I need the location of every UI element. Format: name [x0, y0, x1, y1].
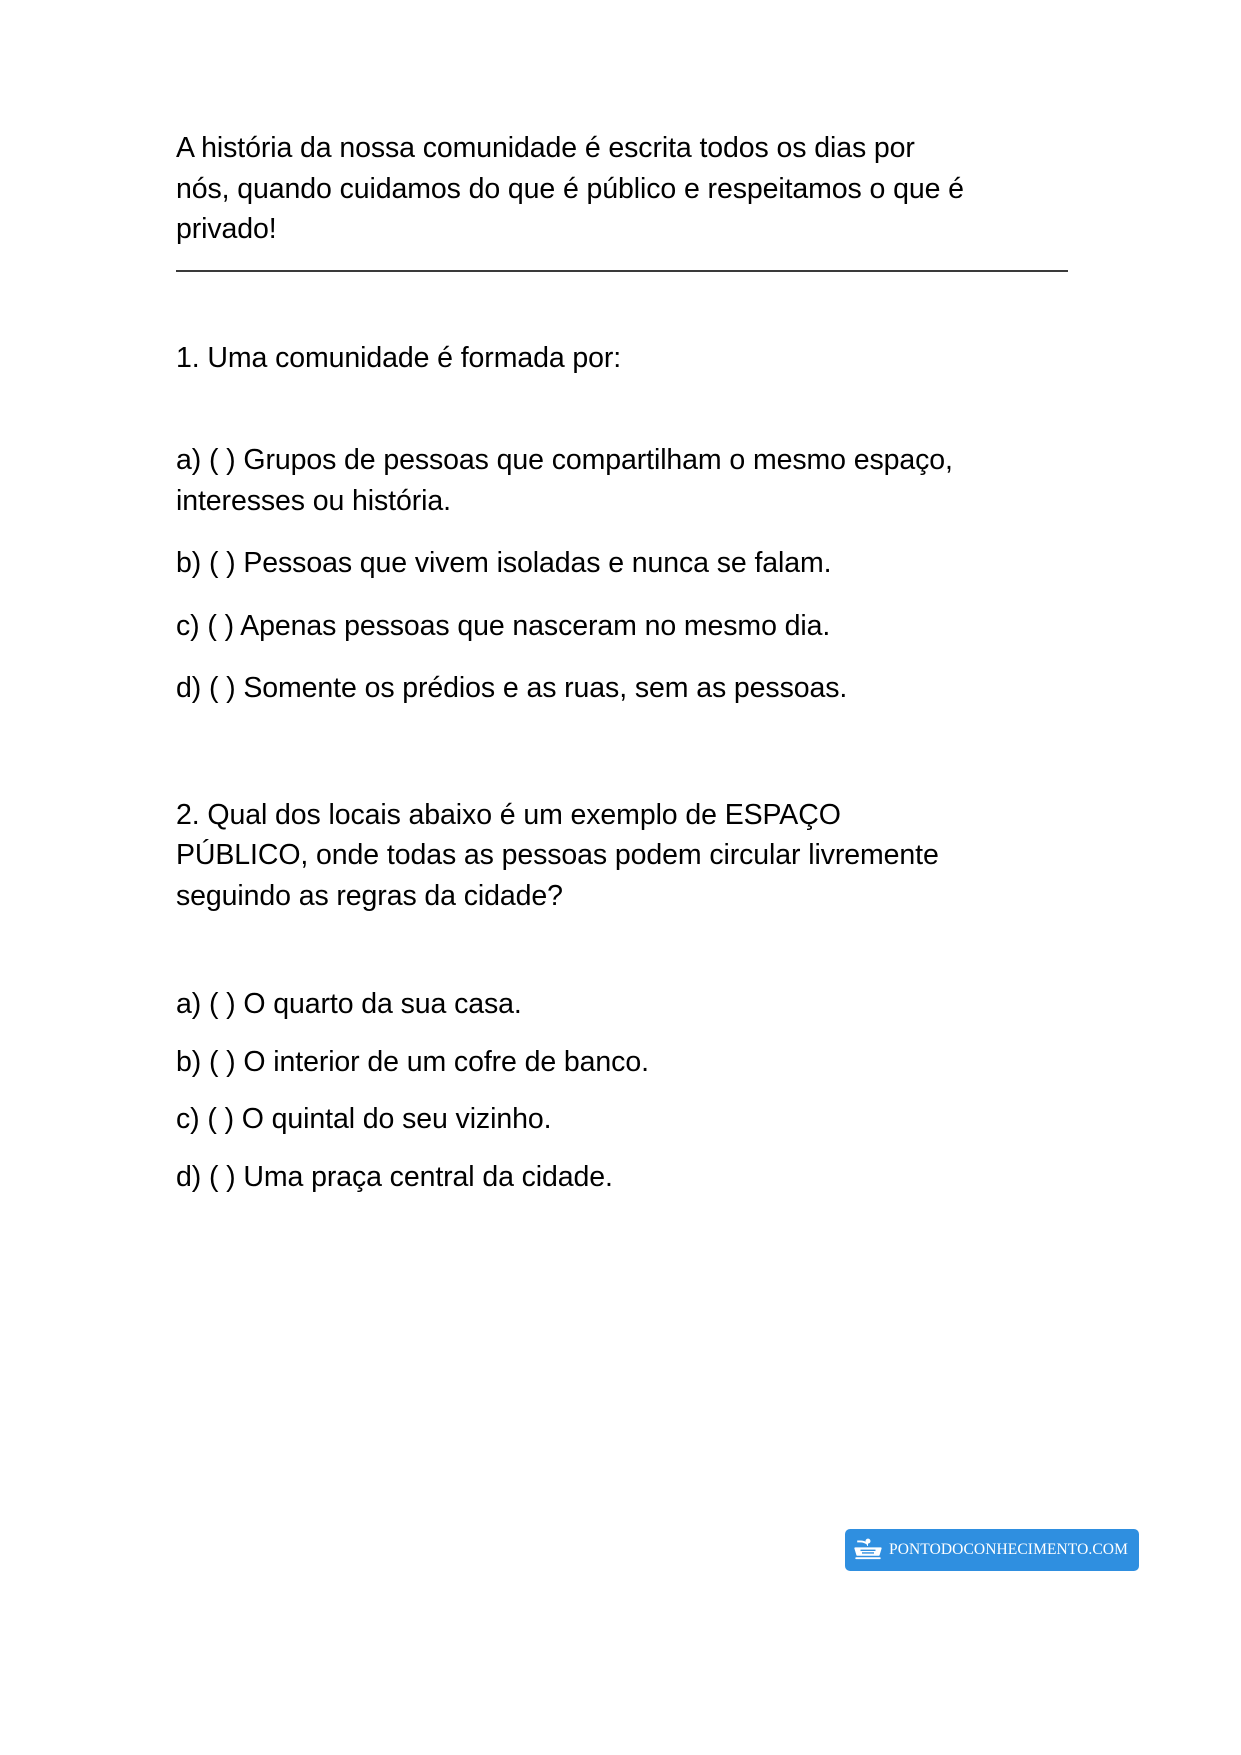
- watermark-badge[interactable]: [845, 1529, 1139, 1571]
- question-2-stem: 2. Qual dos locais abaixo é um exemplo de ESPAÇO PÚBLICO, onde todas as pessoas podem circular livremente seguindo as regras da cidade?: [176, 798, 939, 912]
- question-2-options: [176, 984, 1068, 1197]
- section-divider: [176, 270, 1068, 272]
- question-1-option-d[interactable]: d) ( ) Somente os prédios e as ruas, sem as pessoas.: [176, 672, 848, 704]
- document-content: [176, 128, 1068, 1214]
- question-1-block: [176, 338, 1068, 709]
- watermark-label: PONTODOCONHECIMENTO.COM: [889, 1541, 1128, 1558]
- question-1-options: [176, 440, 1068, 709]
- question-1-option-a[interactable]: a) ( ) Grupos de pessoas que compartilham o mesmo espaço, interesses ou história.: [176, 444, 953, 517]
- intro-paragraph: A história da nossa comunidade é escrita todos os dias por nós, quando cuidamos do que é público e respeitamos o que é privado!: [176, 132, 964, 245]
- question-1-stem: 1. Uma comunidade é formada por:: [176, 341, 622, 374]
- book-reader-icon: [854, 1537, 882, 1563]
- question-1-option-c[interactable]: c) ( ) Apenas pessoas que nasceram no mesmo dia.: [176, 609, 831, 642]
- question-2-option-c[interactable]: c) ( ) O quintal do seu vizinho.: [176, 1103, 552, 1135]
- question-2-block: [176, 795, 1068, 1198]
- question-2-option-d[interactable]: d) ( ) Uma praça central da cidade.: [176, 1160, 613, 1193]
- question-2-option-b[interactable]: b) ( ) O interior de um cofre de banco.: [176, 1045, 649, 1078]
- question-2-option-a[interactable]: a) ( ) O quarto da sua casa.: [176, 988, 522, 1020]
- question-1-option-b[interactable]: b) ( ) Pessoas que vivem isoladas e nunca se falam.: [176, 547, 832, 579]
